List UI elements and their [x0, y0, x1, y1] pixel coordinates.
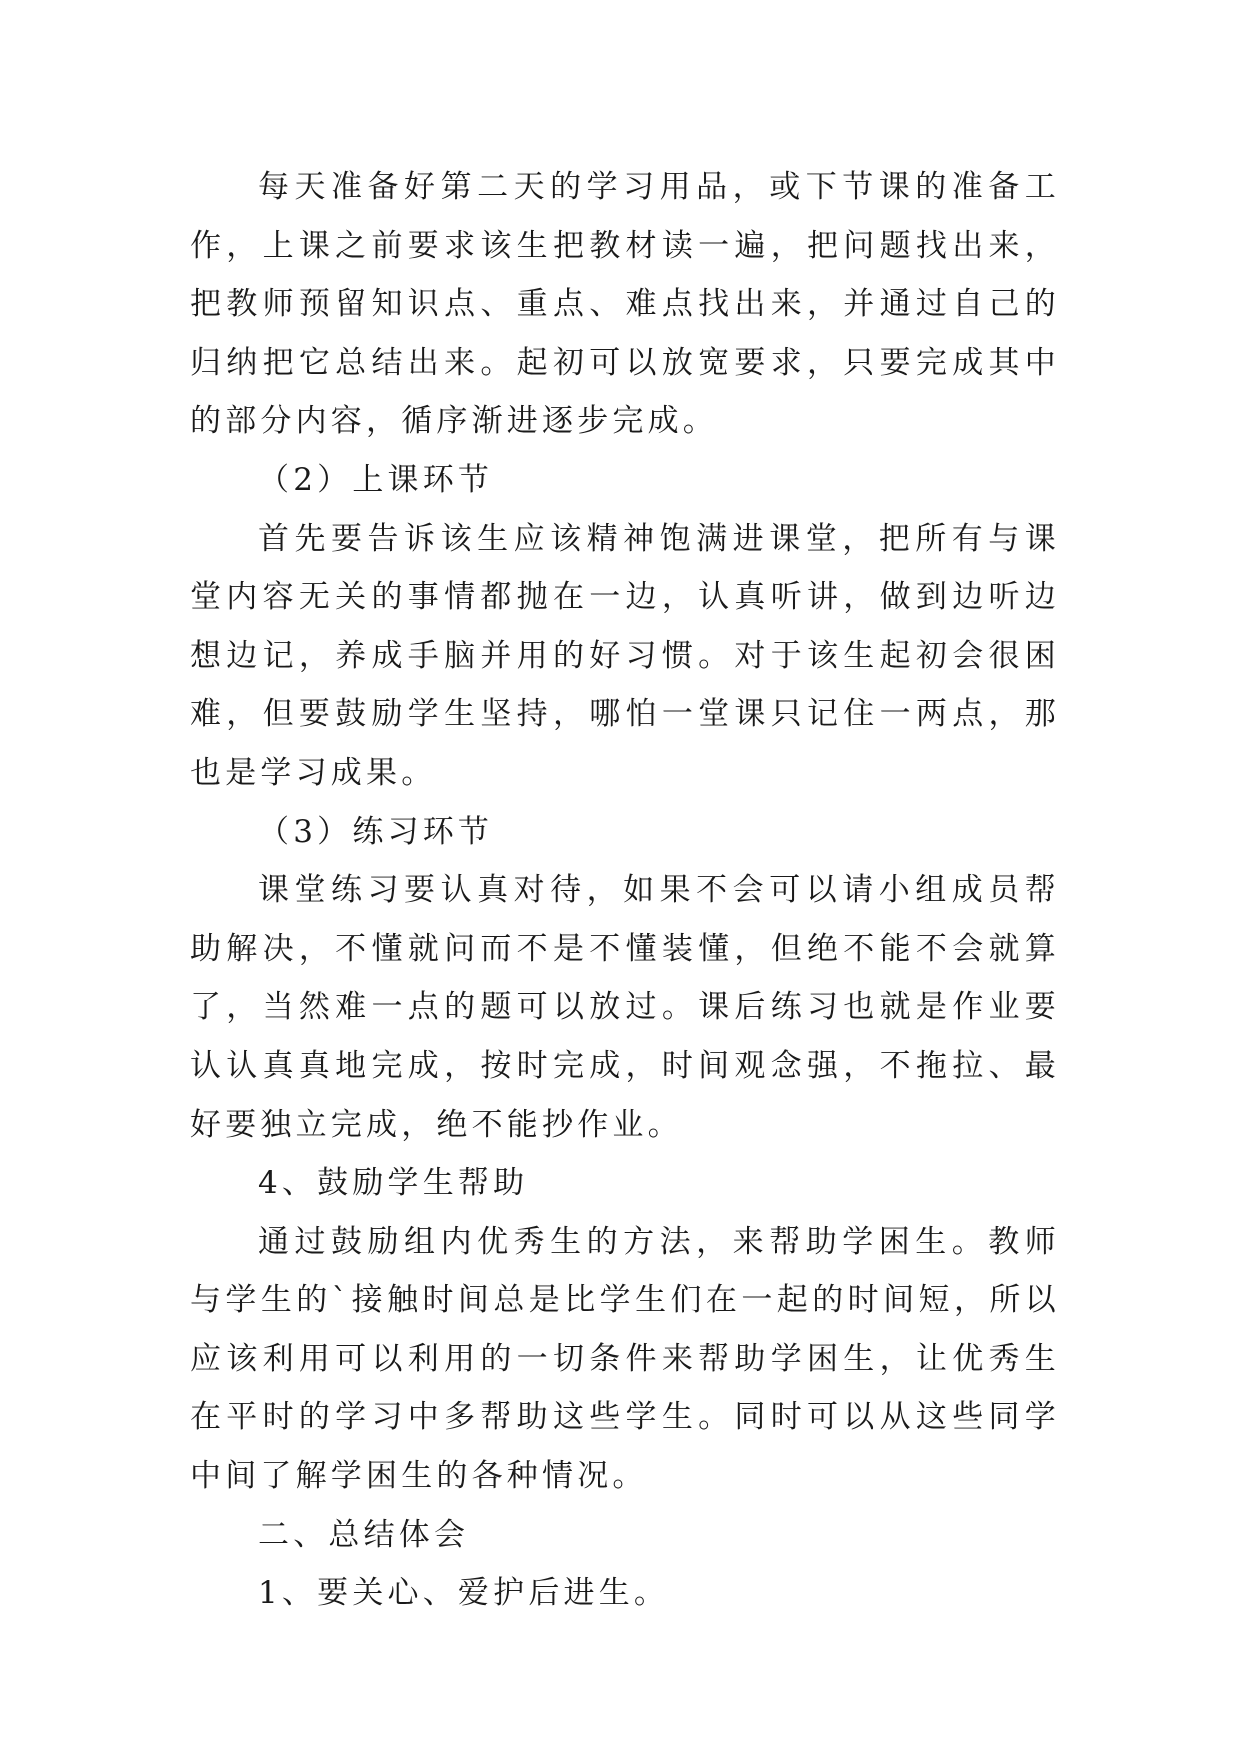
document-body — [190, 158, 1060, 1623]
paragraph-practice: 课堂练习要认真对待，如果不会可以请小组成员帮助解决，不懂就问而不是不懂装懂，但绝不能不会就算了，当然难一点的题可以放过。课后练习也就是作业要认认真真地完成，按时完成，时间观念强，不拖拉、最好要独立完成，绝不能抄作业。 — [190, 872, 1060, 1143]
section-heading-peer-help: 4、鼓励学生帮助 — [258, 1165, 529, 1202]
section-heading-class-session: （2）上课环节 — [258, 461, 494, 498]
paragraph-class-session: 首先要告诉该生应该精神饱满进课堂，把所有与课堂内容无关的事情都抛在一边，认真听讲，做到边听边想边记，养成手脑并用的好习惯。对于该生起初会很困难，但要鼓励学生坚持，哪怕一堂课只记住一两点，那也是学习成果。 — [190, 520, 1060, 791]
section-heading-practice: （3）练习环节 — [258, 813, 494, 850]
section-heading-care: 1、要关心、爱护后进生。 — [258, 1575, 670, 1612]
section-heading-summary: 二、总结体会 — [258, 1516, 470, 1553]
paragraph-peer-help: 通过鼓励组内优秀生的方法，来帮助学困生。教师与学生的`接触时间总是比学生们在一起的时间短，所以应该利用可以利用的一切条件来帮助学困生，让优秀生在平时的学习中多帮助这些学生。同时可以从这些同学中间了解学困生的各种情况。 — [190, 1223, 1060, 1495]
paragraph-preparation: 每天准备好第二天的学习用品，或下节课的准备工作，上课之前要求该生把教材读一遍，把问题找出来，把教师预留知识点、重点、难点找出来，并通过自己的归纳把它总结出来。起初可以放宽要求，只要完成其中的部分内容，循序渐进逐步完成。 — [190, 169, 1060, 440]
